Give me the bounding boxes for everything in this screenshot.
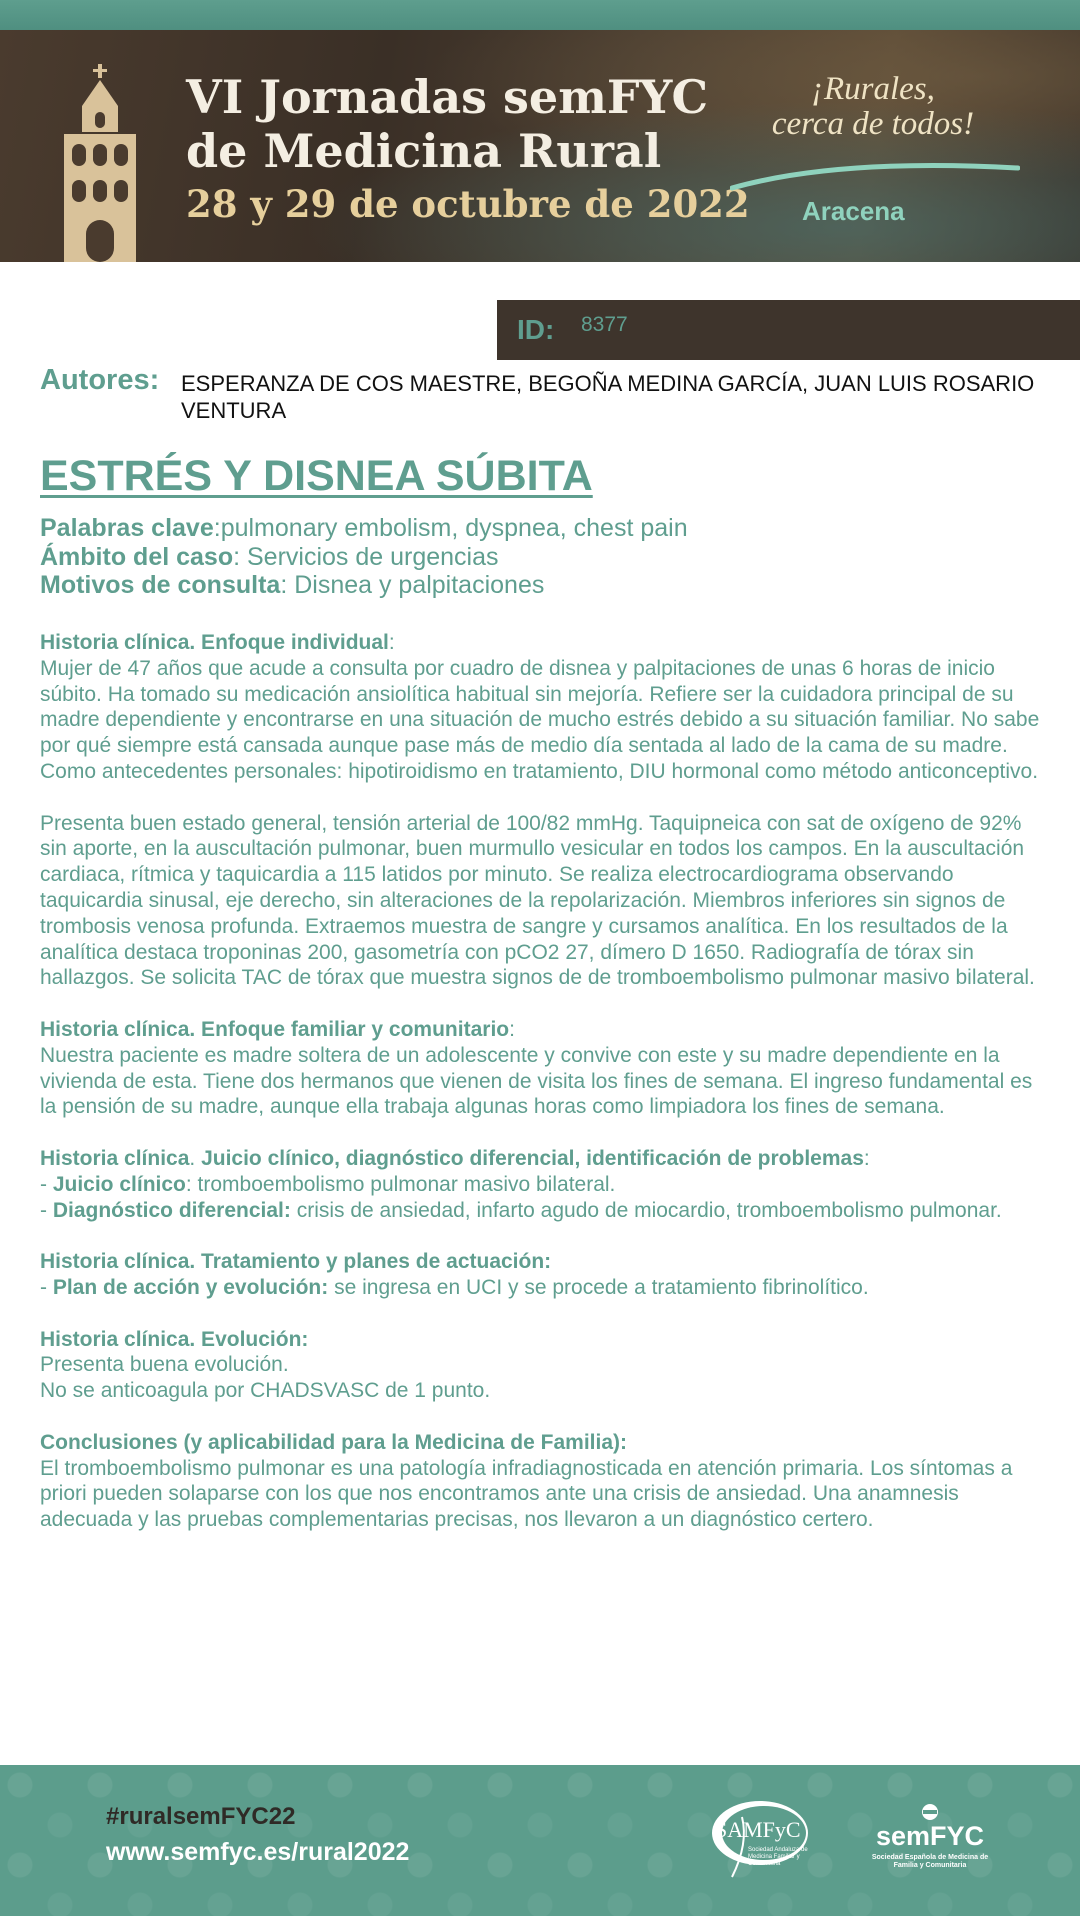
authors-value: ESPERANZA DE COS MAESTRE, BEGOÑA MEDINA GARCÍA, JUAN LUIS ROSARIO VENTURA [181, 371, 1035, 423]
authors-label: Autores: [40, 364, 160, 396]
item-label: Juicio clínico [52, 1172, 186, 1196]
paragraph-text: Nuestra paciente es madre soltera de un adolescente y convive con este y su madre dependiente en la vivienda de esta. Tiene dos hermanos que vienen de visita los fines de semana. El ingreso fundamental es la pensión de su madre, aunque ella trabaja algunas horas como limpiadora los fines de semana. [40, 1043, 1033, 1119]
case-title: ESTRÉS Y DISNEA SÚBITA [40, 452, 593, 500]
reason-value: : Disnea y palpitaciones [280, 571, 545, 599]
section-conclusions [40, 1430, 1050, 1533]
slogan-line2: cerca de todos! [771, 106, 975, 142]
section-evolution [40, 1327, 1050, 1404]
list-prefix: - [40, 1275, 53, 1299]
keywords-line [40, 514, 1040, 543]
scope-value: : Servicios de urgencias [233, 542, 499, 571]
item-text: : tromboembolismo pulmonar masivo bilateral. [185, 1172, 616, 1196]
section-family [40, 1017, 1050, 1120]
section-heading: Historia clínica. Enfoque individual [40, 631, 389, 654]
item-label: Plan de acción y evolución: [52, 1275, 329, 1299]
section-individual-exam [40, 811, 1050, 992]
scope-line [40, 543, 1040, 572]
section-heading-b: Juicio clínico, diagnóstico diferencial, identificación de problemas [201, 1146, 864, 1170]
samfyc-logo-text: SAMFyC [715, 1817, 801, 1842]
event-date: 28 y 29 de octubre de 2022 [186, 182, 750, 226]
semfyc-emblem-icon [915, 1803, 945, 1821]
section-heading: Historia clínica. Tratamiento y planes de actuación: [40, 1250, 552, 1274]
item-text: se ingresa en UCI y se procede a tratamiento fibrinolítico. [328, 1275, 869, 1299]
event-title [186, 70, 708, 178]
semfyc-logo-subtitle: Sociedad Española de Medicina de Familia y Comunitaria [871, 1854, 989, 1869]
section-heading: Historia clínica. Enfoque familiar y comunitario [40, 1017, 510, 1041]
paragraph-text: Mujer de 47 años que acude a consulta por cuadro de disnea y palpitaciones de unas 6 horas de inicio súbito. Ha tomado su medicación ansiolítica habitual sin mejoría. Refiere ser la cuidadora principal de su madre dependiente y encontrarse en una situación de mucho estrés debido a su situación familiar. No sabe por qué siempre está cansada aunque pase más de medio día sentada al lado de la cama de su madre. Como antecedentes personales: hipotiroidismo en tratamiento, DIU hormonal como método anticonceptivo. [40, 656, 1040, 783]
slogan-line1: ¡Rurales, [811, 71, 935, 107]
heading-colon: : [509, 1017, 515, 1041]
id-value: 8377 [581, 313, 628, 336]
semfyc-logo-text: semFYC [875, 1821, 985, 1851]
keywords-value: :pulmonary embolism, dyspnea, chest pain [213, 514, 688, 542]
section-judgment [40, 1146, 1050, 1223]
case-body [40, 630, 1050, 1559]
bell-tower-icon [52, 62, 156, 262]
evolution-line2: No se anticoagula por CHADSVASC de 1 punto. [40, 1379, 491, 1403]
paragraph-text: Presenta buen estado general, tensión arterial de 100/82 mmHg. Taquipneica con sat de oxígeno de 92% sin aporte, en la auscultación pulmonar, buen murmullo vesicular en todos los campos. En la auscultación cardiaca, rítmica y taquicardia a 115 latidos por minuto. Se realiza electrocardiograma observando taquicardia sinusal, eje derecho, sin alteraciones de la repolarización. Miembros inferiores sin signos de trombosis venosa profunda. Extraemos muestra de sangre y cursamos analítica. En los resultados de la analítica destaca troponinas 200, gasometría con pCO2 27, dímero D 1650. Radiografía de tórax sin hallazgos. Se solicita TAC de tórax que muestra signos de de tromboembolismo pulmonar masivo bilateral. [40, 811, 1035, 990]
scope-label: Ámbito del caso [40, 542, 234, 571]
event-slogan [748, 72, 998, 142]
heading-colon: : [863, 1146, 870, 1170]
top-strip [0, 0, 1080, 30]
section-treatment [40, 1249, 1050, 1301]
event-title-line1: VI Jornadas semFYC [186, 70, 709, 124]
samfyc-logo-subtitle: Sociedad Andaluza de Medicina Familiar y Comunitaria [748, 1847, 808, 1867]
section-heading-a: Historia clínica [40, 1146, 190, 1170]
swoosh-decoration-icon [730, 162, 1020, 192]
header-banner [0, 30, 1080, 262]
heading-colon: : [388, 631, 395, 654]
id-label: ID: [517, 314, 555, 345]
section-heading: Historia clínica. Evolución: [40, 1327, 309, 1351]
item-text: crisis de ansiedad, infarto agudo de miocardio, tromboembolismo pulmonar. [290, 1198, 1002, 1222]
list-prefix: - [40, 1172, 53, 1196]
paragraph-text: El tromboembolismo pulmonar es una patología infradiagnosticada en atención primaria. Los síntomas a priori pueden solaparse con los que nos encontramos ante una crisis de ansiedad. Una anamnesis adecuada y las pruebas complementarias precisas, nos llevaron a un diagnóstico certero. [40, 1456, 1013, 1532]
evolution-line1: Presenta buena evolución. [40, 1353, 289, 1377]
footer [0, 1765, 1080, 1916]
reason-line [40, 571, 1040, 600]
footer-url[interactable]: www.semfyc.es/rural2022 [106, 1838, 410, 1866]
event-place: Aracena [802, 196, 905, 226]
reason-label: Motivos de consulta [40, 571, 281, 599]
section-heading: Conclusiones (y aplicabilidad para la Medicina de Familia): [40, 1430, 627, 1454]
case-meta [40, 514, 1040, 600]
id-bar [497, 300, 1080, 360]
section-individual [40, 630, 1050, 785]
keywords-label: Palabras clave [40, 514, 214, 542]
event-title-line2: de Medicina Rural [186, 124, 662, 178]
footer-hashtag: #ruralsemFYC22 [106, 1803, 296, 1830]
heading-dot: . [189, 1146, 202, 1170]
semfyc-logo [870, 1803, 990, 1873]
list-prefix: - [40, 1198, 53, 1222]
item-label: Diagnóstico diferencial: [52, 1198, 291, 1222]
